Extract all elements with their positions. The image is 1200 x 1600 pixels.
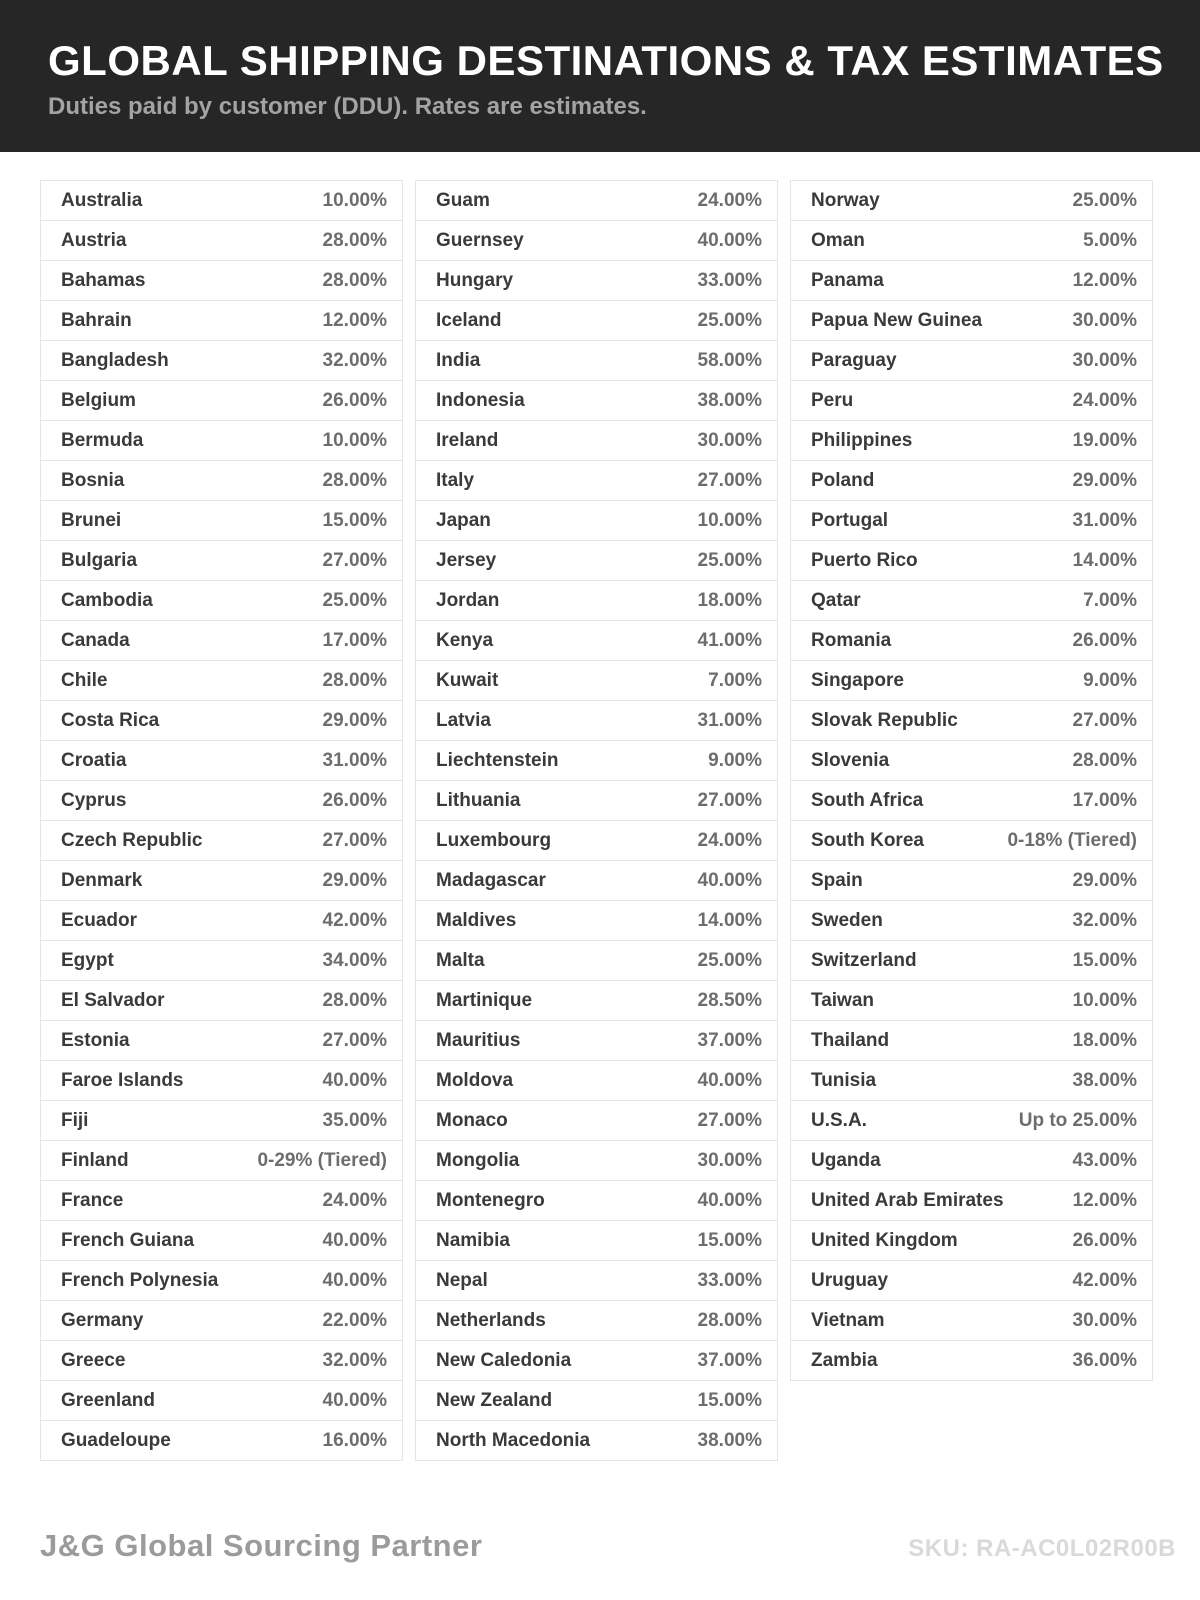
tax-rate: 22.00% (322, 1309, 387, 1331)
tax-rate: 5.00% (1083, 229, 1137, 251)
tax-rate: 15.00% (697, 1389, 762, 1411)
tax-rate: 24.00% (697, 189, 762, 211)
tax-rate: 15.00% (697, 1229, 762, 1251)
table-row (416, 741, 777, 781)
tax-rate: 40.00% (697, 1189, 762, 1211)
table-row (791, 1261, 1152, 1301)
country-name: Portugal (811, 509, 889, 531)
tax-rate: 40.00% (697, 869, 762, 891)
tax-rate: 25.00% (697, 949, 762, 971)
table-row (791, 301, 1152, 341)
table-row (416, 421, 777, 461)
tax-rate: 26.00% (322, 389, 387, 411)
country-name: Cambodia (61, 589, 153, 611)
table-row (416, 861, 777, 901)
country-name: Chile (61, 669, 108, 691)
country-name: Sweden (811, 909, 883, 931)
table-row (41, 421, 402, 461)
table-row (791, 1341, 1152, 1381)
tax-rate: 32.00% (322, 1349, 387, 1371)
table-row (41, 221, 402, 261)
tax-rate: 58.00% (697, 349, 762, 371)
tax-rate: 27.00% (697, 469, 762, 491)
country-name: Faroe Islands (61, 1069, 184, 1091)
country-name: Montenegro (436, 1189, 545, 1211)
table-row (791, 181, 1152, 221)
country-name: Belgium (61, 389, 136, 411)
tax-rate: 17.00% (1072, 789, 1137, 811)
country-name: Costa Rica (61, 709, 160, 731)
tax-rate: 28.00% (322, 229, 387, 251)
table-row (416, 461, 777, 501)
country-name: India (436, 349, 481, 371)
table-row (416, 901, 777, 941)
country-name: Netherlands (436, 1309, 546, 1331)
country-name: Singapore (811, 669, 904, 691)
country-name: Austria (61, 229, 127, 251)
tax-rate: 24.00% (697, 829, 762, 851)
country-name: Thailand (811, 1029, 890, 1051)
tax-rate: 29.00% (322, 869, 387, 891)
rate-column (40, 180, 403, 1461)
table-row (41, 1101, 402, 1141)
country-name: South Korea (811, 829, 924, 851)
tax-rate: 24.00% (322, 1189, 387, 1211)
table-row (416, 1421, 777, 1461)
table-row (791, 821, 1152, 861)
table-row (791, 901, 1152, 941)
rates-table-group (40, 180, 1153, 1461)
country-name: Iceland (436, 309, 502, 331)
table-row (41, 701, 402, 741)
country-name: Bahrain (61, 309, 132, 331)
country-name: Bahamas (61, 269, 146, 291)
tax-rate: 18.00% (1072, 1029, 1137, 1051)
country-name: Egypt (61, 949, 114, 971)
country-name: Poland (811, 469, 875, 491)
country-name: North Macedonia (436, 1429, 591, 1451)
tax-rate: 30.00% (1072, 1309, 1137, 1331)
table-row (791, 781, 1152, 821)
table-row (41, 341, 402, 381)
tax-rate: 42.00% (322, 909, 387, 931)
country-name: United Arab Emirates (811, 1189, 1004, 1211)
tax-rate: 32.00% (1072, 909, 1137, 931)
tax-rate: 43.00% (1072, 1149, 1137, 1171)
tax-rate: 38.00% (697, 1429, 762, 1451)
tax-rate: 40.00% (322, 1069, 387, 1091)
tax-rate: 27.00% (697, 789, 762, 811)
tax-rate: 12.00% (322, 309, 387, 331)
tax-rate: 30.00% (1072, 349, 1137, 371)
table-row (41, 1181, 402, 1221)
tax-rate: 32.00% (322, 349, 387, 371)
table-row (41, 901, 402, 941)
tax-rate: 40.00% (697, 229, 762, 251)
table-row (791, 621, 1152, 661)
country-name: Slovak Republic (811, 709, 958, 731)
country-name: Maldives (436, 909, 517, 931)
country-name: Guernsey (436, 229, 524, 251)
country-name: Ecuador (61, 909, 138, 931)
country-name: Brunei (61, 509, 122, 531)
table-row (791, 701, 1152, 741)
country-name: New Zealand (436, 1389, 553, 1411)
country-name: Denmark (61, 869, 143, 891)
table-row (791, 1061, 1152, 1101)
tax-rate: 27.00% (322, 829, 387, 851)
country-name: Malta (436, 949, 485, 971)
country-name: Bermuda (61, 429, 144, 451)
table-row (41, 181, 402, 221)
tax-rate: 0-18% (Tiered) (1007, 829, 1137, 851)
tax-rate: 18.00% (697, 589, 762, 611)
table-row (41, 1381, 402, 1421)
tax-rate: 28.00% (1072, 749, 1137, 771)
table-row (41, 861, 402, 901)
table-row (416, 701, 777, 741)
country-name: Japan (436, 509, 491, 531)
table-row (791, 941, 1152, 981)
tax-rate: 27.00% (1072, 709, 1137, 731)
country-name: Slovenia (811, 749, 890, 771)
country-name: Fiji (61, 1109, 89, 1131)
tax-rate: 12.00% (1072, 269, 1137, 291)
country-name: Liechtenstein (436, 749, 559, 771)
table-row (416, 1381, 777, 1421)
country-name: Latvia (436, 709, 491, 731)
country-name: Kuwait (436, 669, 499, 691)
tax-rate: 12.00% (1072, 1189, 1137, 1211)
tax-rate: 10.00% (697, 509, 762, 531)
rate-column (790, 180, 1153, 1381)
tax-rate: 40.00% (322, 1389, 387, 1411)
country-name: South Africa (811, 789, 924, 811)
country-name: Uruguay (811, 1269, 889, 1291)
table-row (791, 741, 1152, 781)
page-header (0, 0, 1200, 152)
table-row (791, 661, 1152, 701)
tax-rate: 28.00% (322, 469, 387, 491)
country-name: Guam (436, 189, 490, 211)
country-name: Bangladesh (61, 349, 169, 371)
table-row (791, 541, 1152, 581)
table-row (791, 381, 1152, 421)
tax-rate: 19.00% (1072, 429, 1137, 451)
table-row (41, 501, 402, 541)
table-row (41, 301, 402, 341)
table-row (791, 1141, 1152, 1181)
table-row (791, 861, 1152, 901)
country-name: Lithuania (436, 789, 521, 811)
country-name: Oman (811, 229, 865, 251)
country-name: Monaco (436, 1109, 508, 1131)
table-row (416, 781, 777, 821)
country-name: Canada (61, 629, 130, 651)
country-name: Australia (61, 189, 143, 211)
country-name: Martinique (436, 989, 533, 1011)
country-name: Mauritius (436, 1029, 521, 1051)
table-row (41, 381, 402, 421)
tax-rate: 34.00% (322, 949, 387, 971)
tax-rate: 30.00% (697, 1149, 762, 1171)
table-row (416, 1301, 777, 1341)
table-row (416, 261, 777, 301)
tax-rate: 33.00% (697, 1269, 762, 1291)
country-name: Nepal (436, 1269, 488, 1291)
table-row (41, 941, 402, 981)
country-name: United Kingdom (811, 1229, 958, 1251)
table-row (41, 1141, 402, 1181)
tax-rate: 24.00% (1072, 389, 1137, 411)
table-row (41, 981, 402, 1021)
tax-rate: 10.00% (322, 429, 387, 451)
tax-rate: 30.00% (1072, 309, 1137, 331)
table-row (41, 1421, 402, 1461)
tax-rate: 40.00% (322, 1269, 387, 1291)
table-row (41, 1061, 402, 1101)
country-name: Switzerland (811, 949, 917, 971)
tax-rate: 27.00% (322, 1029, 387, 1051)
table-row (416, 941, 777, 981)
tax-rate: 10.00% (1072, 989, 1137, 1011)
country-name: Qatar (811, 589, 861, 611)
country-name: Spain (811, 869, 863, 891)
country-name: Germany (61, 1309, 144, 1331)
country-name: Philippines (811, 429, 913, 451)
tax-rate: 25.00% (697, 309, 762, 331)
tax-rate: 25.00% (697, 549, 762, 571)
country-name: Greece (61, 1349, 126, 1371)
tax-rate: 14.00% (1072, 549, 1137, 571)
tax-rate: 42.00% (1072, 1269, 1137, 1291)
country-name: Croatia (61, 749, 127, 771)
country-name: Estonia (61, 1029, 130, 1051)
country-name: Guadeloupe (61, 1429, 171, 1451)
country-name: Paraguay (811, 349, 897, 371)
table-row (791, 421, 1152, 461)
country-name: Moldova (436, 1069, 514, 1091)
country-name: Finland (61, 1149, 129, 1171)
table-row (791, 981, 1152, 1021)
tax-rate: 25.00% (1072, 189, 1137, 211)
tax-rate: 10.00% (322, 189, 387, 211)
tax-rate: 27.00% (322, 549, 387, 571)
country-name: Jordan (436, 589, 500, 611)
table-row (41, 1301, 402, 1341)
rate-column (415, 180, 778, 1461)
tax-rate: 29.00% (1072, 869, 1137, 891)
table-row (41, 1341, 402, 1381)
country-name: Vietnam (811, 1309, 885, 1331)
tax-rate: 9.00% (1083, 669, 1137, 691)
table-row (791, 1301, 1152, 1341)
table-row (41, 541, 402, 581)
table-row (41, 741, 402, 781)
country-name: New Caledonia (436, 1349, 572, 1371)
tax-rate: 17.00% (322, 629, 387, 651)
country-name: French Polynesia (61, 1269, 219, 1291)
table-row (416, 621, 777, 661)
table-row (416, 1261, 777, 1301)
table-row (41, 1221, 402, 1261)
country-name: Madagascar (436, 869, 546, 891)
table-row (416, 541, 777, 581)
table-row (416, 341, 777, 381)
tax-rate: 0-29% (Tiered) (257, 1149, 387, 1171)
tax-rate: 31.00% (697, 709, 762, 731)
table-row (416, 1061, 777, 1101)
country-name: Mongolia (436, 1149, 520, 1171)
tax-rate: 38.00% (1072, 1069, 1137, 1091)
tax-rate: 16.00% (322, 1429, 387, 1451)
country-name: Uganda (811, 1149, 881, 1171)
table-row (791, 581, 1152, 621)
page-footer (40, 1528, 1176, 1564)
tax-rate: 33.00% (697, 269, 762, 291)
tax-rate: 30.00% (697, 429, 762, 451)
sku-label: SKU: RA-AC0L02R00B (908, 1535, 1176, 1562)
country-name: Tunisia (811, 1069, 877, 1091)
country-name: Czech Republic (61, 829, 203, 851)
country-name: Taiwan (811, 989, 874, 1011)
tax-rate: 37.00% (697, 1029, 762, 1051)
tax-rate: 26.00% (1072, 1229, 1137, 1251)
country-name: Bosnia (61, 469, 125, 491)
table-row (41, 1261, 402, 1301)
table-row (416, 301, 777, 341)
table-row (791, 261, 1152, 301)
tax-rate: 28.00% (322, 669, 387, 691)
tax-rate: 36.00% (1072, 1349, 1137, 1371)
table-row (41, 621, 402, 661)
table-row (41, 261, 402, 301)
table-row (41, 661, 402, 701)
page-subtitle: Duties paid by customer (DDU). Rates are estimates. (48, 93, 647, 121)
country-name: Ireland (436, 429, 499, 451)
country-name: Zambia (811, 1349, 878, 1371)
table-row (41, 781, 402, 821)
country-name: France (61, 1189, 124, 1211)
country-name: Namibia (436, 1229, 510, 1251)
country-name: Peru (811, 389, 854, 411)
country-name: Romania (811, 629, 892, 651)
country-name: Papua New Guinea (811, 309, 983, 331)
table-row (416, 1221, 777, 1261)
table-row (416, 661, 777, 701)
table-row (416, 1141, 777, 1181)
tax-rate: 26.00% (322, 789, 387, 811)
tax-rate: 35.00% (322, 1109, 387, 1131)
table-row (791, 1021, 1152, 1061)
tax-rate: 40.00% (322, 1229, 387, 1251)
table-row (791, 1221, 1152, 1261)
table-row (416, 821, 777, 861)
tax-rate: 28.50% (697, 989, 762, 1011)
tax-rate: 28.00% (322, 269, 387, 291)
country-name: Italy (436, 469, 475, 491)
tax-rate: 9.00% (708, 749, 762, 771)
country-name: Puerto Rico (811, 549, 918, 571)
country-name: Norway (811, 189, 880, 211)
table-row (416, 501, 777, 541)
country-name: Indonesia (436, 389, 525, 411)
tax-rate: 29.00% (1072, 469, 1137, 491)
table-row (416, 581, 777, 621)
tax-rate: 41.00% (697, 629, 762, 651)
table-row (41, 1021, 402, 1061)
table-row (791, 1101, 1152, 1141)
country-name: Jersey (436, 549, 497, 571)
tax-rate: 15.00% (322, 509, 387, 531)
country-name: Cyprus (61, 789, 127, 811)
tax-rate: 31.00% (1072, 509, 1137, 531)
tax-rate: 28.00% (322, 989, 387, 1011)
table-row (416, 381, 777, 421)
page-title: GLOBAL SHIPPING DESTINATIONS & TAX ESTIMATES (48, 37, 1164, 84)
table-row (416, 1021, 777, 1061)
tax-rate: 25.00% (322, 589, 387, 611)
table-row (791, 461, 1152, 501)
tax-rate: 37.00% (697, 1349, 762, 1371)
table-row (416, 1101, 777, 1141)
tax-rate: 27.00% (697, 1109, 762, 1131)
country-name: Hungary (436, 269, 514, 291)
country-name: Kenya (436, 629, 494, 651)
table-row (791, 501, 1152, 541)
table-row (41, 821, 402, 861)
country-name: El Salvador (61, 989, 165, 1011)
table-row (416, 1341, 777, 1381)
table-row (791, 1181, 1152, 1221)
table-row (416, 1181, 777, 1221)
country-name: Bulgaria (61, 549, 138, 571)
country-name: Panama (811, 269, 884, 291)
country-name: French Guiana (61, 1229, 195, 1251)
tax-rate: 15.00% (1072, 949, 1137, 971)
country-name: Luxembourg (436, 829, 552, 851)
table-row (416, 181, 777, 221)
table-row (416, 221, 777, 261)
tax-rate: 31.00% (322, 749, 387, 771)
tax-rate: 7.00% (708, 669, 762, 691)
table-row (416, 981, 777, 1021)
tax-rate: 7.00% (1083, 589, 1137, 611)
tax-rate: 38.00% (697, 389, 762, 411)
table-row (41, 461, 402, 501)
table-row (791, 221, 1152, 261)
tax-rate: 26.00% (1072, 629, 1137, 651)
tax-rate: Up to 25.00% (1018, 1109, 1137, 1131)
tax-rate: 29.00% (322, 709, 387, 731)
brand-name: J&G Global Sourcing Partner (40, 1528, 483, 1563)
table-row (791, 341, 1152, 381)
tax-rate: 28.00% (697, 1309, 762, 1331)
country-name: Greenland (61, 1389, 155, 1411)
tax-rate: 40.00% (697, 1069, 762, 1091)
country-name: U.S.A. (811, 1109, 867, 1131)
table-row (41, 581, 402, 621)
tax-rate: 14.00% (697, 909, 762, 931)
